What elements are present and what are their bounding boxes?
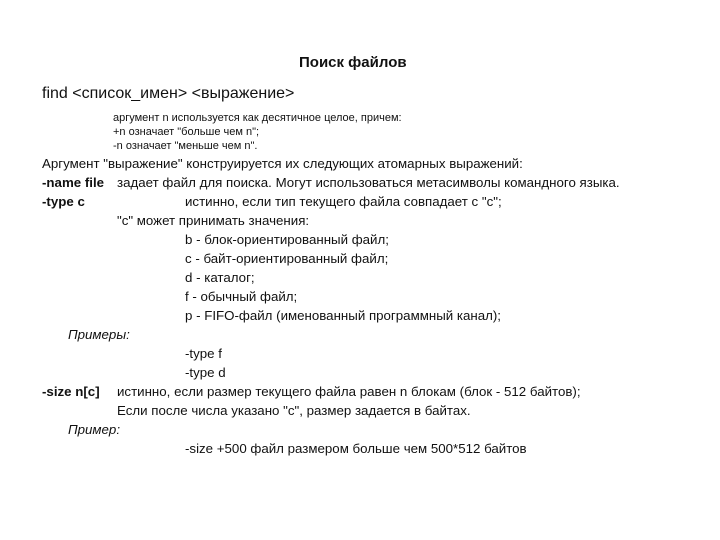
type-value-item: d - каталог; bbox=[185, 270, 255, 285]
type-values-intro: "c" может принимать значения: bbox=[117, 213, 310, 228]
size-description: истинно, если размер текущего файла равен n блокам (блок - 512 байтов); bbox=[117, 384, 581, 399]
name-description: задает файл для поиска. Могут использоваться метасимволы командного языка. bbox=[117, 175, 620, 190]
type-value-item: f - обычный файл; bbox=[185, 289, 298, 304]
expression-intro: Аргумент "выражение" конструируется их следующих атомарных выражений: bbox=[42, 156, 523, 171]
size-description-2: Если после числа указано "c", размер задается в байтах. bbox=[117, 403, 471, 418]
type-description: истинно, если тип текущего файла совпадает с "c"; bbox=[185, 194, 502, 209]
type-value-item: p - FIFO-файл (именованный программный канал); bbox=[185, 308, 502, 323]
n-note-line: +n означает "больше чем n"; bbox=[113, 126, 260, 138]
type-value-item: c - байт-ориентированный файл; bbox=[185, 251, 389, 266]
examples-label: Примеры: bbox=[68, 327, 130, 342]
example-line: -type d bbox=[185, 365, 226, 380]
n-note-line: аргумент n используется как десятичное целое, причем: bbox=[113, 112, 402, 124]
find-syntax: find <список_имен> <выражение> bbox=[42, 85, 295, 102]
example-label: Пример: bbox=[68, 422, 121, 437]
n-note-line: -n означает "меньше чем n". bbox=[113, 140, 258, 152]
type-flag: -type c bbox=[42, 194, 85, 209]
example-line: -type f bbox=[185, 346, 222, 361]
name-flag: -name file bbox=[42, 175, 105, 190]
type-value-item: b - блок-ориентированный файл; bbox=[185, 232, 389, 247]
size-example: -size +500 файл размером больше чем 500*512 байтов bbox=[185, 441, 527, 456]
size-flag: -size n[c] bbox=[42, 384, 100, 399]
page-title: Поиск файлов bbox=[299, 54, 407, 71]
